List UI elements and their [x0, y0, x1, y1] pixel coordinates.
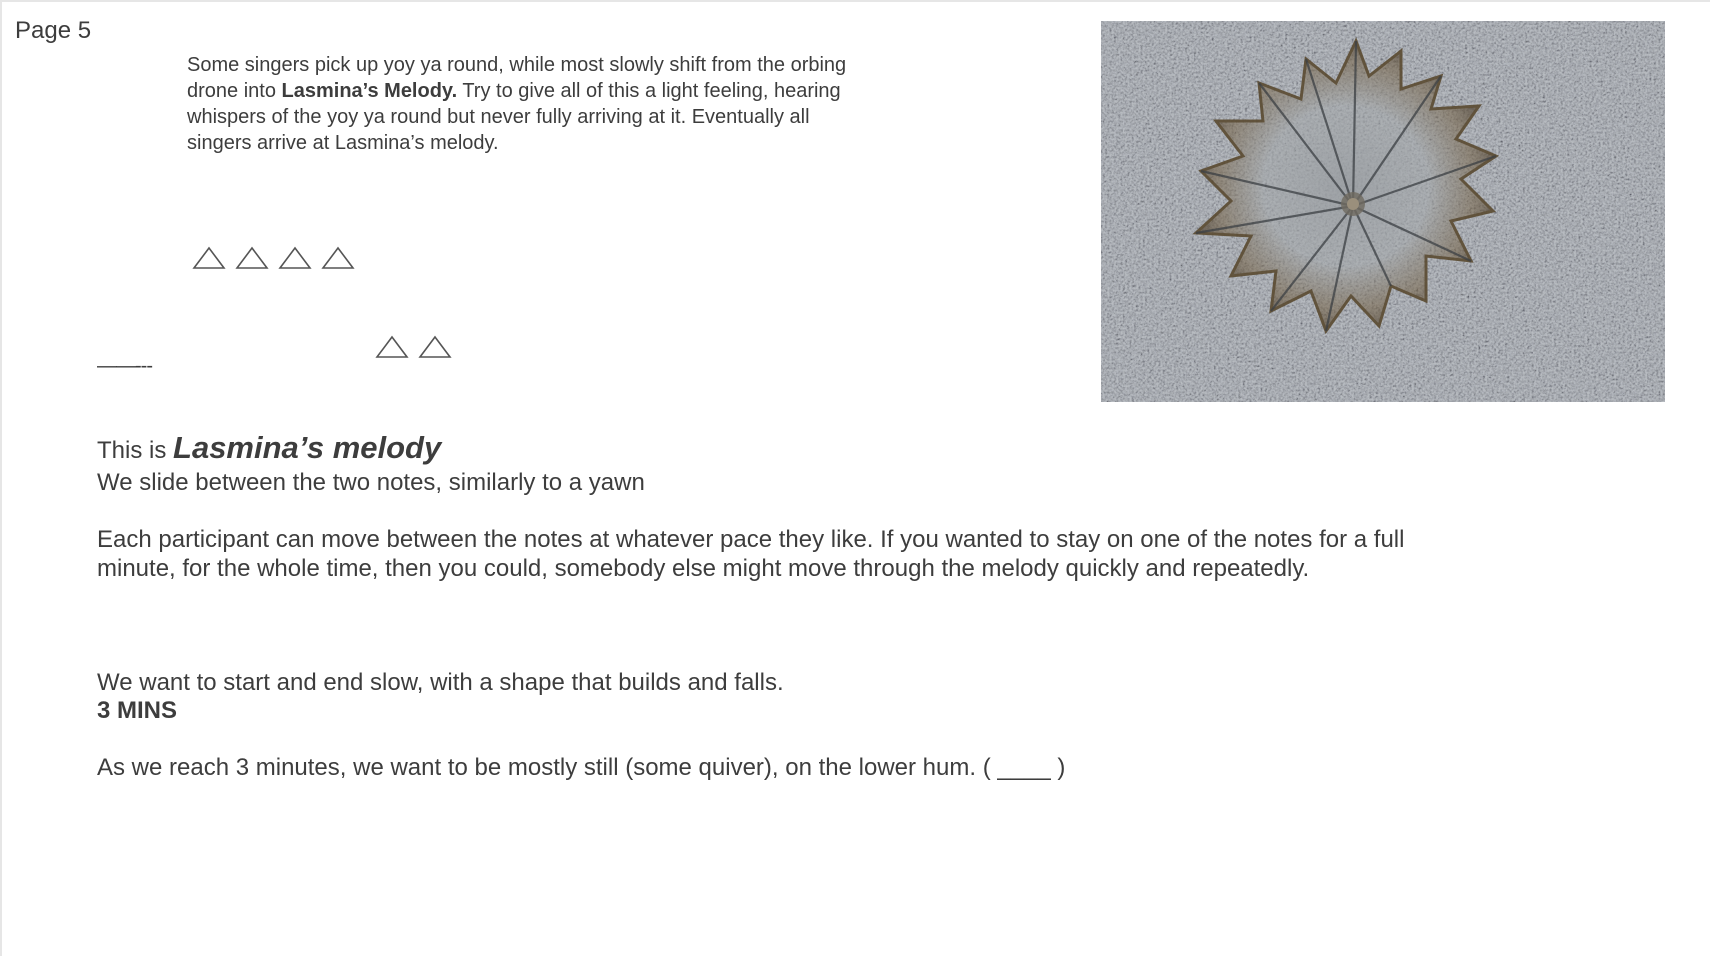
triangle-icon: [278, 246, 312, 270]
triangle-icon: [321, 246, 355, 270]
melody-heading: [97, 430, 441, 466]
still-paragraph: As we reach 3 minutes, we want to be mostly still (some quiver), on the lower hum. ( ____ ): [97, 754, 1066, 781]
duration-label: 3 MINS: [97, 697, 178, 724]
slide-paragraph: We slide between the two notes, similarly to a yawn: [97, 469, 645, 496]
triangle-icon: [192, 246, 226, 270]
intro-text-start: Some singers pick up yoy ya round, while most slowly shift from the orbing drone into: [187, 54, 847, 102]
heading-prefix: This is: [97, 437, 174, 464]
granite-rock-photo: [1101, 21, 1665, 402]
pace-paragraph: Each participant can move between the notes at whatever pace they like. If you wanted to stay on one of the notes for a full minute, for the whole time, then you could, somebody else might move through the melody quickly and repeatedly.: [97, 526, 1405, 582]
intro-paragraph: [187, 52, 877, 156]
triangle-icon: [375, 335, 409, 359]
intro-bold-melody: Lasmina’s Melody.: [281, 80, 458, 102]
triangle-row-lower: [375, 335, 452, 359]
shape-paragraph: We want to start and end slow, with a shape that builds and falls.: [97, 669, 784, 696]
intro-text-end: Try to give all of this a light feeling, hearing whispers of the yoy ya round but never fully arriving at it. Eventually all singers arrive at Lasmina’s melody.: [187, 80, 841, 154]
triangle-icon: [235, 246, 269, 270]
heading-emphasis: Lasmina’s melody: [173, 430, 442, 465]
dash-line: ——---: [97, 355, 152, 377]
triangle-icon: [418, 335, 452, 359]
triangle-row-upper: [192, 246, 355, 270]
page-label: Page 5: [15, 17, 92, 44]
